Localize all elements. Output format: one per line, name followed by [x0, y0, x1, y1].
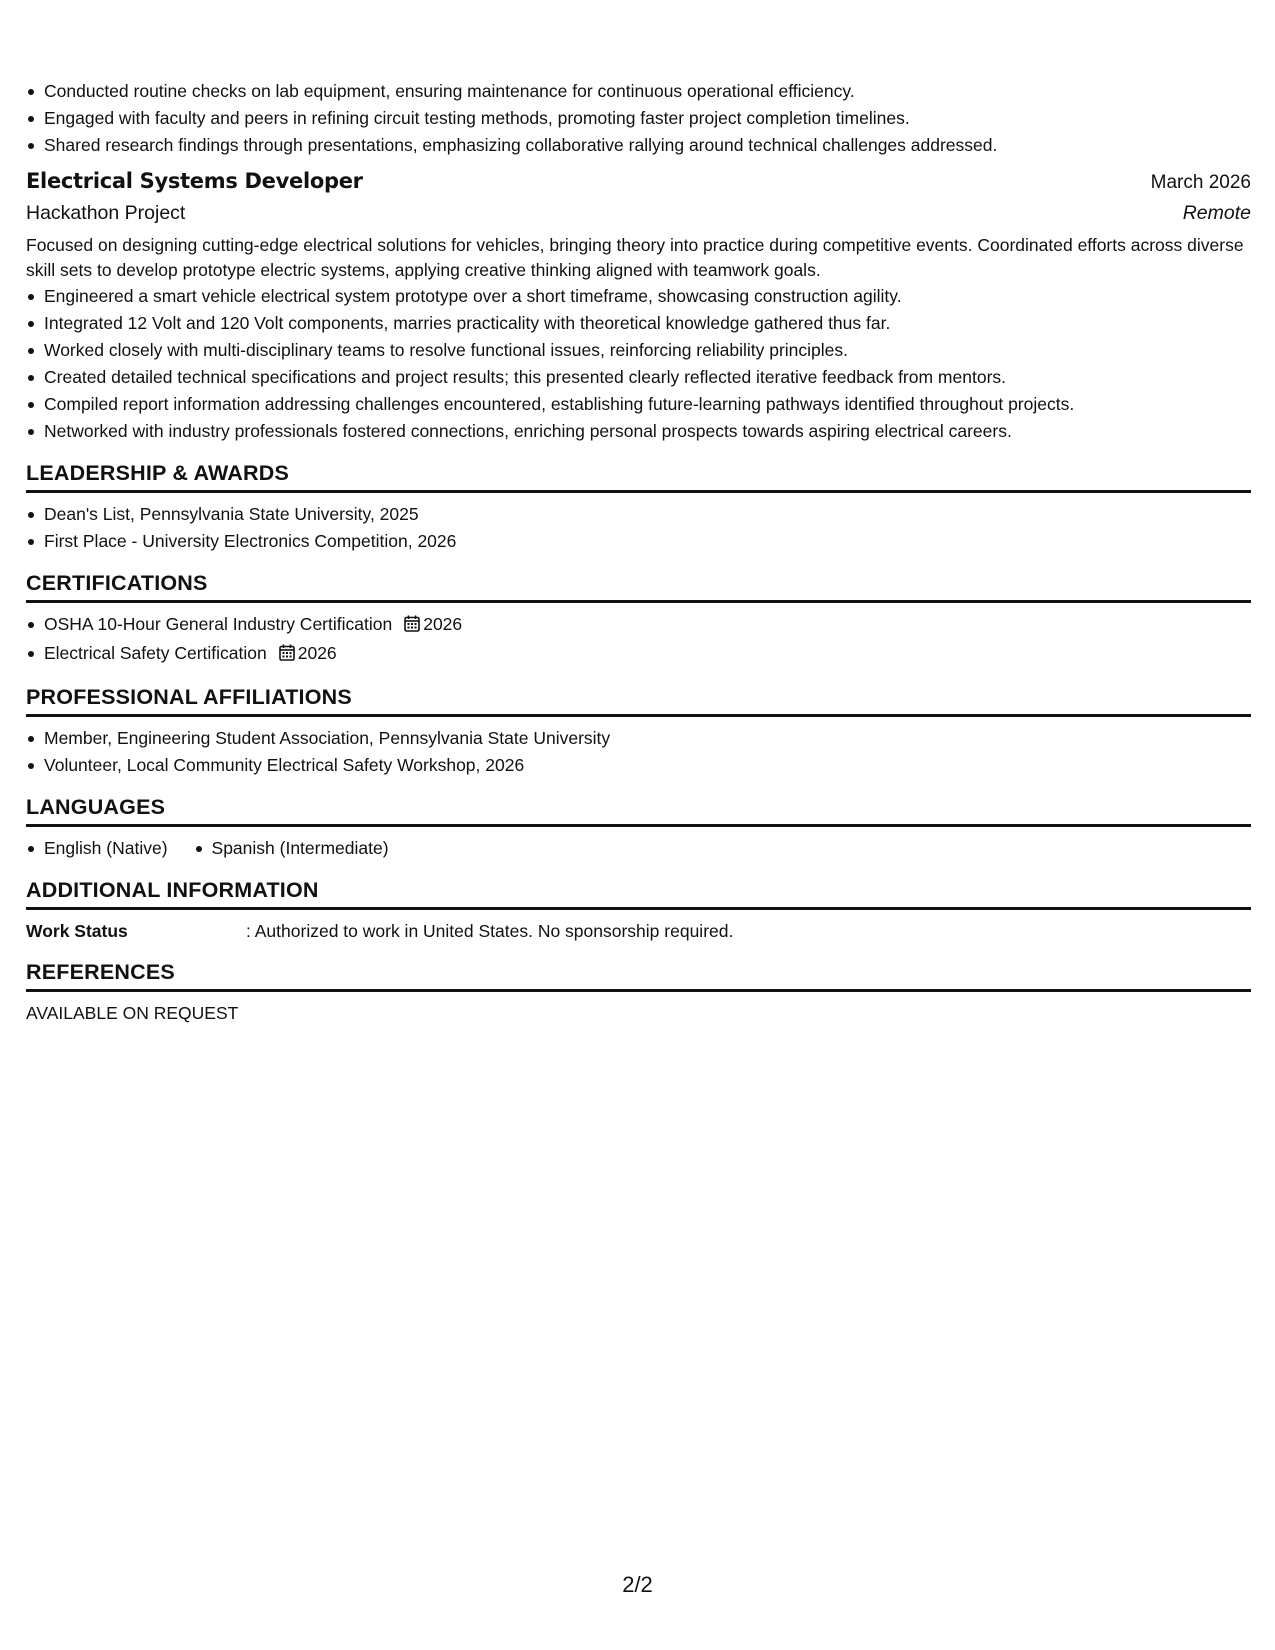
list-item: Networked with industry professionals fostered connections, enriching personal prospects towards aspiring electrical careers.	[26, 418, 1251, 445]
list-item: Shared research findings through presentations, emphasizing collaborative rallying around technical challenges addressed.	[26, 132, 1251, 159]
language-item: Spanish (Intermediate)	[194, 835, 389, 862]
certification-item	[26, 640, 1251, 669]
certification-name: OSHA 10-Hour General Industry Certification	[44, 614, 393, 634]
list-item: Conducted routine checks on lab equipment, ensuring maintenance for continuous operational efficiency.	[26, 78, 1251, 105]
list-item: Engineered a smart vehicle electrical system prototype over a short timeframe, showcasing construction agility.	[26, 283, 1251, 310]
section-heading: CERTIFICATIONS	[26, 571, 1251, 603]
list-item: Dean's List, Pennsylvania State University, 2025	[26, 501, 1251, 528]
role-location: Remote	[1182, 202, 1251, 224]
resume-page	[26, 78, 1251, 1026]
list-item: Worked closely with multi-disciplinary teams to resolve functional issues, reinforcing reliability principles.	[26, 337, 1251, 364]
references-section	[26, 960, 1251, 1026]
section-heading: ADDITIONAL INFORMATION	[26, 878, 1251, 910]
role-summary: Focused on designing cutting-edge electrical solutions for vehicles, bringing theory into practice during competitive events. Coordinated efforts across diverse skill sets to develop prototype electric systems, applying creative thinking aligned with teamwork goals.	[26, 235, 1244, 280]
section-heading: REFERENCES	[26, 960, 1251, 992]
additional-info-section	[26, 878, 1251, 944]
certification-item	[26, 611, 1251, 640]
list-item: Compiled report information addressing challenges encountered, establishing future-learning pathways identified throughout projects.	[26, 391, 1251, 418]
previous-role-bullets	[26, 78, 1251, 159]
languages-section	[26, 795, 1251, 862]
page-number: 2/2	[622, 1572, 653, 1597]
section-heading: PROFESSIONAL AFFILIATIONS	[26, 685, 1251, 717]
work-status-value: : Authorized to work in United States. No sponsorship required.	[246, 921, 734, 941]
experience-entry	[26, 169, 1251, 445]
language-item: English (Native)	[26, 835, 168, 862]
certification-year: 2026	[423, 614, 463, 634]
list-item: First Place - University Electronics Competition, 2026	[26, 528, 1251, 555]
work-status-label: Work Status	[26, 921, 128, 941]
role-bullets	[26, 283, 1251, 445]
references-text: AVAILABLE ON REQUEST	[26, 1003, 239, 1023]
section-heading: LEADERSHIP & AWARDS	[26, 461, 1251, 493]
certification-year: 2026	[297, 643, 337, 663]
affiliations-section	[26, 685, 1251, 779]
list-item: Volunteer, Local Community Electrical Safety Workshop, 2026	[26, 752, 1251, 779]
list-item: Integrated 12 Volt and 120 Volt components, marries practicality with theoretical knowledge gathered thus far.	[26, 310, 1251, 337]
list-item: Engaged with faculty and peers in refining circuit testing methods, promoting faster project completion timelines.	[26, 105, 1251, 132]
role-date: March 2026	[1150, 172, 1251, 193]
certification-name: Electrical Safety Certification	[44, 643, 267, 663]
organization-name: Hackathon Project	[26, 202, 186, 224]
leadership-section	[26, 461, 1251, 555]
role-title: Electrical Systems Developer	[26, 169, 363, 193]
calendar-icon	[404, 613, 420, 640]
list-item: Created detailed technical specifications and project results; this presented clearly reflected iterative feedback from mentors.	[26, 364, 1251, 391]
certifications-section	[26, 571, 1251, 669]
section-heading: LANGUAGES	[26, 795, 1251, 827]
list-item: Member, Engineering Student Association, Pennsylvania State University	[26, 725, 1251, 752]
calendar-icon	[279, 642, 295, 669]
